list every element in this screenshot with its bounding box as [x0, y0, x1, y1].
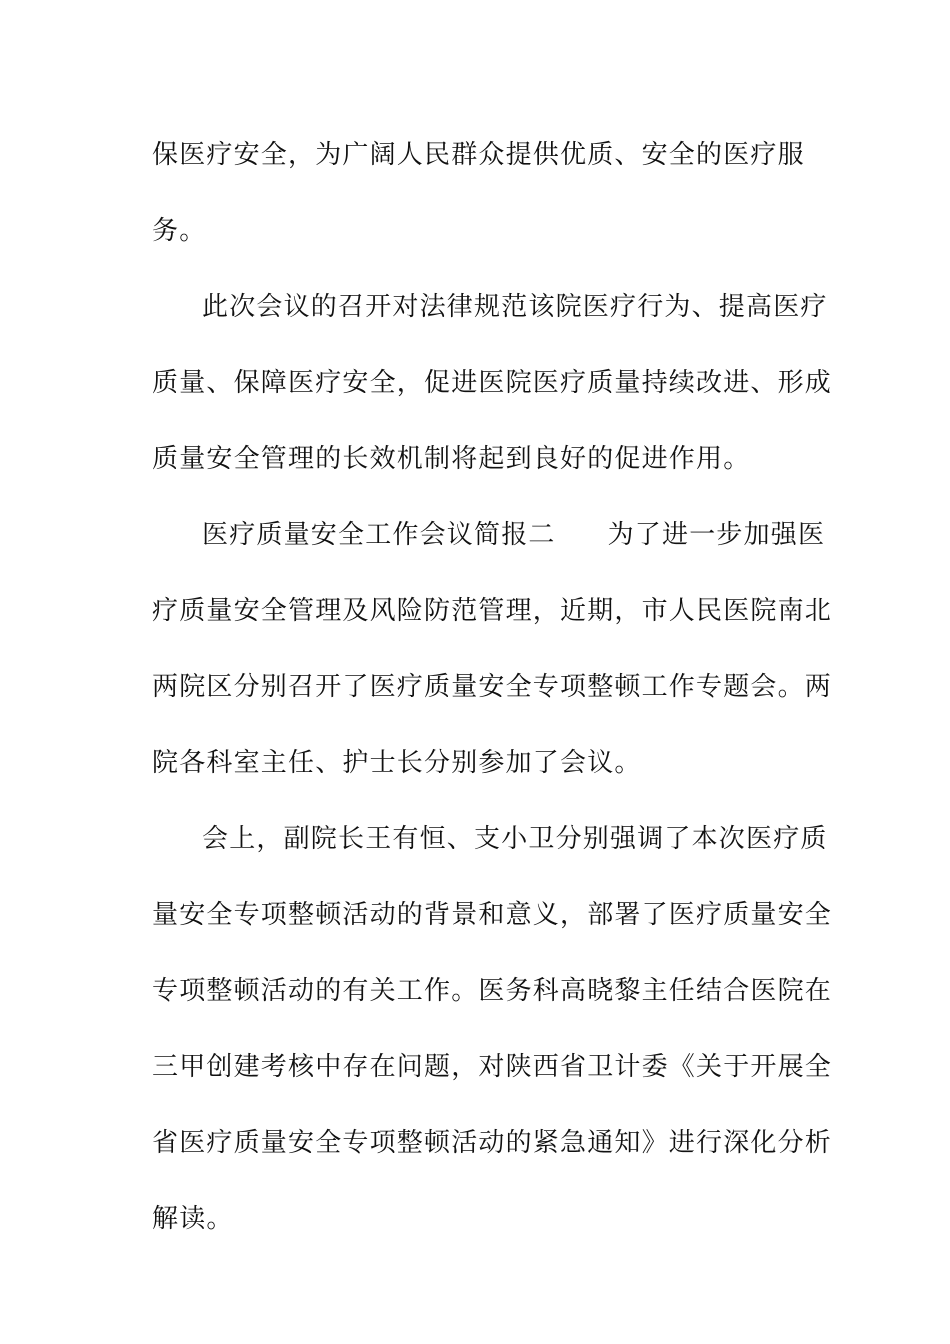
- text-line-15: 解读。: [152, 1204, 234, 1234]
- text-line-6: [152, 497, 826, 573]
- text-line-5: 质量安全管理的长效机制将起到良好的促进作用。: [152, 444, 751, 474]
- text-line-9: 院各科室主任、护士长分别参加了会议。: [152, 748, 642, 778]
- bulletin-title: 医疗质量安全工作会议简报二: [202, 520, 556, 550]
- text-line-3: 此次会议的召开对法律规范该院医疗行为、提高医疗: [202, 292, 828, 322]
- text-line-12: 专项整顿活动的有关工作。医务科高晓黎主任结合医院在: [152, 976, 833, 1006]
- text-line-7: 疗质量安全管理及风险防范管理，近期，市人民医院南北: [152, 596, 833, 626]
- text-line-2: 务。: [152, 216, 207, 246]
- text-line-10: 会上，副院长王有恒、支小卫分别强调了本次医疗质: [202, 824, 828, 854]
- paragraph-start: 为了进一步加强医: [607, 520, 826, 550]
- text-line-11: 量安全专项整顿活动的背景和意义，部署了医疗质量安全: [152, 900, 833, 930]
- text-line-8: 两院区分别召开了医疗质量安全专项整顿工作专题会。两: [152, 672, 833, 702]
- text-line-14: 省医疗质量安全专项整顿活动的紧急通知》进行深化分析: [152, 1128, 833, 1158]
- text-line-1: 保医疗安全，为广阔人民群众提供优质、安全的医疗服: [152, 140, 805, 170]
- text-line-4: 质量、保障医疗安全，促进医院医疗质量持续改进、形成: [152, 368, 833, 398]
- text-line-13: 三甲创建考核中存在问题，对陕西省卫计委《关于开展全: [152, 1052, 833, 1082]
- document-body: [152, 117, 833, 1257]
